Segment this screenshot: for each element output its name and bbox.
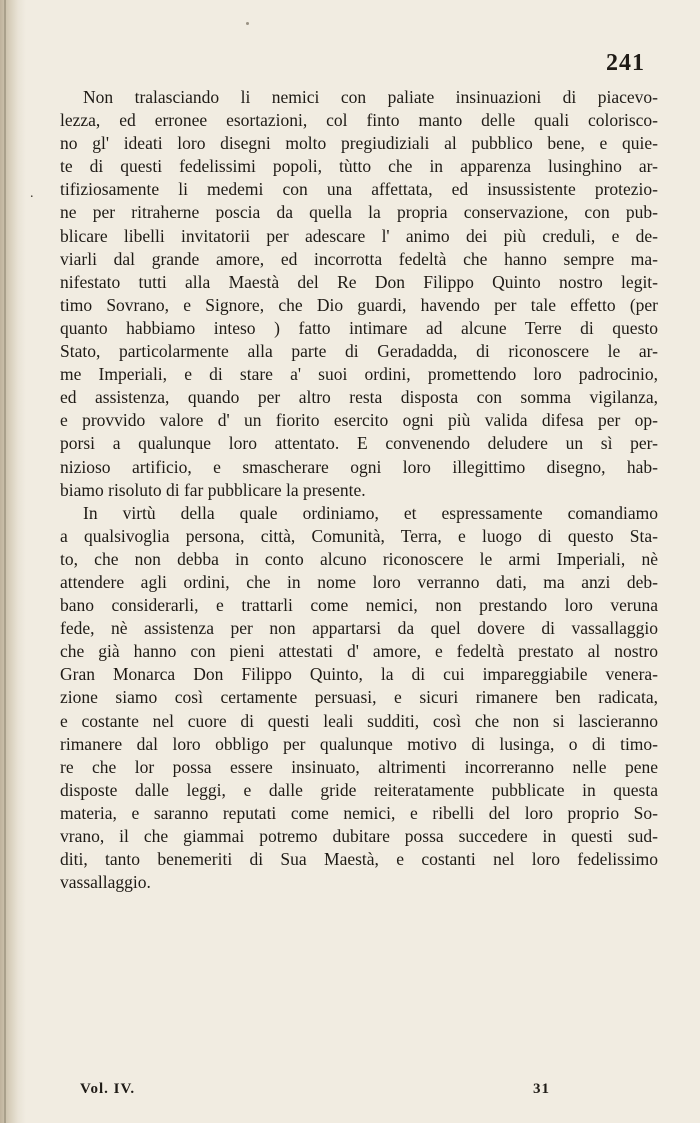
text-line: ne per ritraherne poscia da quella la propria conservazione, con pub- <box>60 202 658 223</box>
text-line: blicare libelli invitatorii per adescare l' animo dei più creduli, e de- <box>60 225 658 246</box>
paragraph <box>60 86 658 502</box>
text-line: ed assistenza, quando per altro resta disposta con somma vigilanza, <box>60 387 658 408</box>
text-line: tifiziosamente li medemi con una affettata, ed insussistente protezio- <box>60 179 658 200</box>
text-line: te di questi fedelissimi popoli, tùtto che in apparenza lusinghino ar- <box>60 156 658 177</box>
text-line: attendere agli ordini, che in nome loro verranno dati, ma anzi deb- <box>60 571 658 592</box>
spine-edge <box>4 0 6 1123</box>
text-line: materia, e saranno reputati come nemici, e ribelli del loro proprio So- <box>60 802 658 823</box>
text-line: biamo risoluto di far pubblicare la presente. <box>60 479 366 500</box>
volume-label: Vol. IV. <box>80 1081 136 1097</box>
text-line: to, che non debba in conto alcuno riconoscere le armi Imperiali, nè <box>60 548 658 569</box>
text-line: Gran Monarca Don Filippo Quinto, la di cui impareggiabile venera- <box>60 664 658 685</box>
text-line: Non tralasciando li nemici con paliate insinuazioni di piacevo- <box>83 87 658 107</box>
text-line: re che lor possa essere insinuato, altrimenti incorreranno nelle pene <box>60 756 658 777</box>
text-line: nifestato tutti alla Maestà del Re Don Filippo Quinto nostro legit- <box>60 271 658 292</box>
text-line: In virtù della quale ordiniamo, et espressamente comandiamo <box>83 502 658 523</box>
paper-speck <box>246 22 249 25</box>
text-line: me Imperiali, e di stare a' suoi ordini, promettendo loro padrocinio, <box>60 364 658 385</box>
margin-mark: . <box>30 186 34 201</box>
text-line: no gl' ideati loro disegni molto pregiudiziali al pubblico bene, e quie- <box>60 133 658 154</box>
text-line: che già hanno con pieni attestati d' amore, e fedeltà prestato al nostro <box>60 641 658 662</box>
text-line: vrano, il che giammai potremo dubitare possa succedere in questi sud- <box>60 826 658 846</box>
paragraph <box>60 502 658 895</box>
text-line: diti, tanto benemeriti di Sua Maestà, e costanti nel loro fedelissimo <box>60 849 658 870</box>
text-line: fede, nè assistenza per non appartarsi da quel dovere di vassallaggio <box>60 618 658 639</box>
text-line: timo Sovrano, e Signore, che Dio guardi, havendo per tale effetto (per <box>60 294 658 315</box>
text-line: Stato, particolarmente alla parte di Geradadda, di riconoscere le ar- <box>60 341 658 362</box>
signature-mark: 31 <box>533 1081 550 1097</box>
book-spine-shadow <box>0 0 26 1123</box>
text-line: zione siamo così certamente persuasi, e sicuri rimanere ben radicata, <box>60 687 658 708</box>
text-line: disposte dalle leggi, e dalle gride reiteratamente pubblicate in questa <box>60 779 658 800</box>
text-line: vassallaggio. <box>60 872 151 893</box>
text-line: e costante nel cuore di questi leali sudditi, così che non si lascieranno <box>60 710 658 731</box>
text-line: a qualsivoglia persona, città, Comunità, Terra, e luogo di questo Sta- <box>60 525 658 546</box>
text-line: quanto habbiamo inteso ) fatto intimare ad alcune Terre di questo <box>60 317 658 338</box>
text-line: viarli dal grande amore, ed incorrotta fedeltà che hanno sempre ma- <box>60 248 658 269</box>
page-number: 241 <box>606 50 645 76</box>
body-text <box>60 86 658 894</box>
text-line: rimanere dal loro obbligo per qualunque motivo di lusinga, o di timo- <box>60 733 658 754</box>
text-line: nizioso artificio, e smascherare ogni loro illegittimo disegno, hab- <box>60 456 658 477</box>
text-line: porsi a qualunque loro attentato. E convenendo deludere un sì per- <box>60 433 658 454</box>
text-line: bano considerarli, e trattarli come nemici, non prestando loro veruna <box>60 595 658 616</box>
text-line: e provvido valore d' un fiorito esercito ogni più valida difesa per op- <box>60 410 658 431</box>
text-line: lezza, ed erronee esortazioni, col finto manto delle quali colorisco- <box>60 110 658 131</box>
